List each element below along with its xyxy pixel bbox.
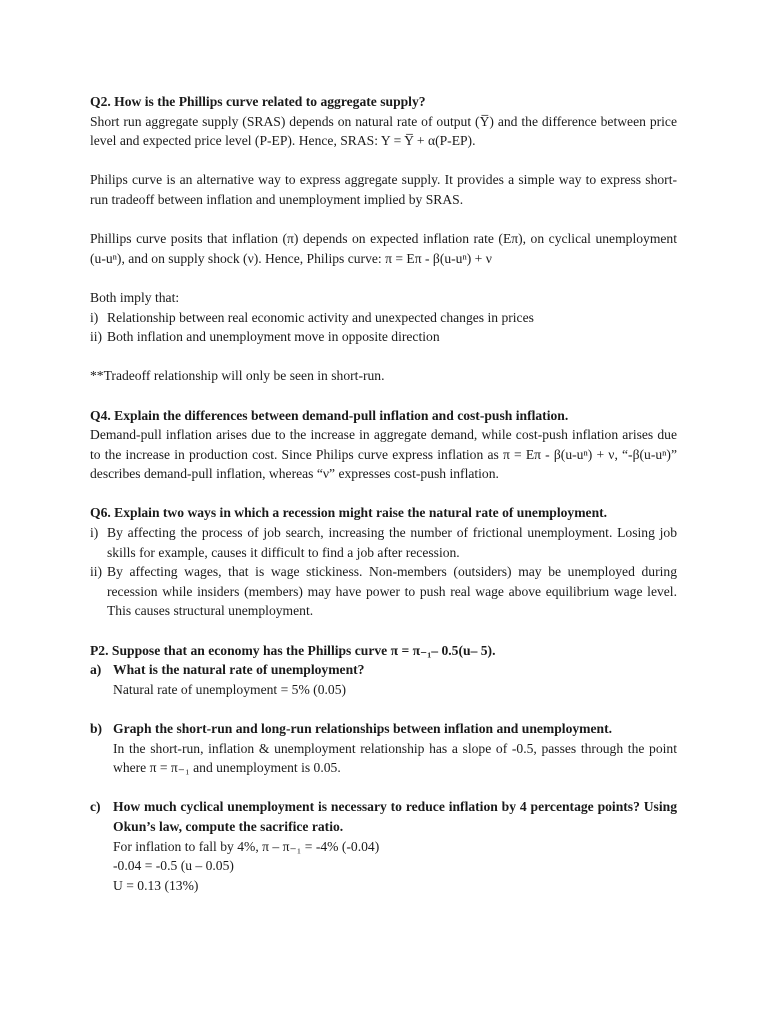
part-marker: b) <box>90 721 103 736</box>
p2-part-c-answer-line: -0.04 = -0.5 (u – 0.05) <box>113 858 234 874</box>
q2-paragraph-sras: Short run aggregate supply (SRAS) depends on natural rate of output (Y̅) and the difference between price level and expected price level (P-EP). Hence, SRAS: Y = Y̅ + α(P-EP). <box>90 113 677 149</box>
p2-part-c-question <box>90 797 677 836</box>
part-marker: a) <box>90 662 102 678</box>
q6-title: Q6. Explain two ways in which a recession might raise the natural rate of unemployment. <box>90 505 608 521</box>
list-item-text: By affecting wages, that is wage stickiness. Non-members (outsiders) may be unemployed during recession while insiders (members) may have power to push real wage above equilibrium wage level. This causes structural unemployment. <box>107 564 677 619</box>
p2-part-a-question <box>90 660 677 680</box>
spacer <box>90 484 677 504</box>
spacer <box>90 151 677 171</box>
question-text: Graph the short-run and long-run relationships between inflation and unemployment. <box>113 721 613 736</box>
q2-paragraph-philips-alt: Philips curve is an alternative way to express aggregate supply. It provides a simple way to express short-run tradeoff between inflation and unemployment implied by SRAS. <box>90 172 677 207</box>
spacer <box>90 347 677 367</box>
spacer <box>90 386 677 406</box>
list-item <box>90 562 677 621</box>
spacer <box>90 268 677 288</box>
list-item-text: By affecting the process of job search, increasing the number of frictional unemployment. Losing job skills for example, causes it difficult to find a job after recession. <box>107 525 677 560</box>
spacer <box>90 621 677 641</box>
p2-title: P2. Suppose that an economy has the Phillips curve π = π₋₁– 0.5(u– 5). <box>90 642 496 658</box>
q2-paragraph-philips-curve: Phillips curve posits that inflation (π) depends on expected inflation rate (Eπ), on cyclical unemployment (u-uⁿ), and on supply shock (ν). Hence, Philips curve: π = Eπ - β(u-uⁿ) + ν <box>90 231 677 266</box>
list-item <box>90 523 677 562</box>
list-marker: i) <box>90 309 99 325</box>
list-item-text: Relationship between real economic activity and unexpected changes in prices <box>107 309 534 325</box>
q4-paragraph: Demand-pull inflation arises due to the increase in aggregate demand, while cost-push inflation arises due to the increase in production cost. Since Philips curve express inflation as π = Eπ - β(u-uⁿ) + ν, “-β(u-uⁿ)” describes demand-pull inflation, whereas “ν” expresses cost-push inflation. <box>90 427 677 482</box>
part-marker: c) <box>90 799 101 815</box>
question-text: What is the natural rate of unemployment? <box>113 662 365 678</box>
list-marker: ii) <box>90 329 103 345</box>
p2-part-c-answer-line: For inflation to fall by 4%, π – π₋₁ = -4% (-0.04) <box>113 838 380 854</box>
q2-imply-intro: Both imply that: <box>90 289 180 305</box>
list-marker: ii) <box>90 564 103 580</box>
question-text: How much cyclical unemployment is necessary to reduce inflation by 4 percentage points? Using Okun’s law, compute the sacrifice ratio. <box>113 799 677 834</box>
p2-part-a-answer: Natural rate of unemployment = 5% (0.05) <box>113 681 347 697</box>
p2-part-b-question <box>90 719 677 739</box>
q2-note: **Tradeoff relationship will only be seen in short-run. <box>90 368 385 384</box>
list-item <box>90 308 677 328</box>
p2-part-c-answer-line: U = 0.13 (13%) <box>113 877 199 893</box>
spacer <box>90 778 677 798</box>
document-page <box>90 92 677 895</box>
q4-title: Q4. Explain the differences between demand-pull inflation and cost-push inflation. <box>90 407 569 423</box>
spacer <box>90 210 677 230</box>
list-item-text: Both inflation and unemployment move in opposite direction <box>107 329 440 345</box>
q2-title: Q2. How is the Phillips curve related to aggregate supply? <box>90 94 426 109</box>
list-item <box>90 327 677 347</box>
list-marker: i) <box>90 525 99 541</box>
spacer <box>90 699 677 719</box>
p2-part-b-answer: In the short-run, inflation & unemployment relationship has a slope of -0.5, passes through the point where π = π₋₁ and unemployment is 0.05. <box>113 740 677 776</box>
